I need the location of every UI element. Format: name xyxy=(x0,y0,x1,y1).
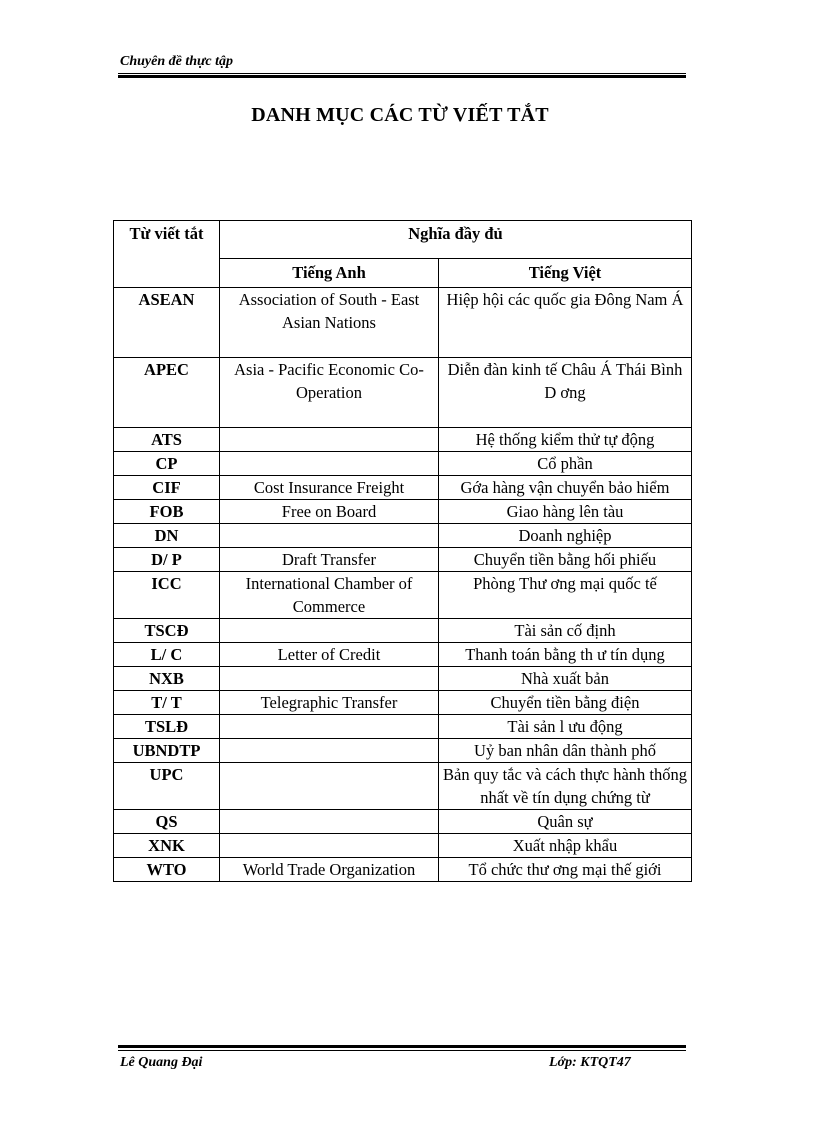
footer-rule-thin xyxy=(118,1050,686,1051)
header-rule-thick xyxy=(118,75,686,78)
table-row xyxy=(114,476,692,500)
vietnamese-cell: Xuất nhập khẩu xyxy=(439,834,692,858)
abbr-cell: NXB xyxy=(114,667,220,691)
vietnamese-cell: Giao hàng lên tàu xyxy=(439,500,692,524)
header-rule-thin xyxy=(118,73,686,74)
vietnamese-cell: Uỷ ban nhân dân thành phố xyxy=(439,739,692,763)
english-cell: Cost Insurance Freight xyxy=(220,476,439,500)
abbr-cell: D/ P xyxy=(114,548,220,572)
table-row xyxy=(114,667,692,691)
english-cell xyxy=(220,810,439,834)
vietnamese-cell: Cổ phần xyxy=(439,452,692,476)
table-row xyxy=(114,524,692,548)
footer-class: Lớp: KTQT47 xyxy=(549,1055,631,1070)
header-english: Tiếng Anh xyxy=(220,259,439,288)
table-row xyxy=(114,643,692,667)
page-header: Chuyên đề thực tập xyxy=(120,54,234,69)
table-row xyxy=(114,715,692,739)
abbr-cell: UBNDTP xyxy=(114,739,220,763)
abbr-cell: L/ C xyxy=(114,643,220,667)
footer-rule-thick xyxy=(118,1045,686,1048)
english-cell xyxy=(220,739,439,763)
english-cell: Association of South - East Asian Nations xyxy=(220,288,439,358)
vietnamese-cell: Thanh toán bằng th ư tín dụng xyxy=(439,643,692,667)
vietnamese-cell: Hệ thống kiểm thử tự động xyxy=(439,428,692,452)
table-row xyxy=(114,288,692,358)
vietnamese-cell: Quân sự xyxy=(439,810,692,834)
english-cell: Letter of Credit xyxy=(220,643,439,667)
english-cell xyxy=(220,667,439,691)
header-abbreviation: Từ viết tắt xyxy=(114,221,220,288)
abbr-cell: ASEAN xyxy=(114,288,220,358)
vietnamese-cell: Diễn đàn kinh tế Châu Á Thái Bình D ơng xyxy=(439,358,692,428)
abbr-cell: TSLĐ xyxy=(114,715,220,739)
table-row xyxy=(114,619,692,643)
abbr-cell: DN xyxy=(114,524,220,548)
abbr-cell: XNK xyxy=(114,834,220,858)
abbr-cell: T/ T xyxy=(114,691,220,715)
abbr-cell: APEC xyxy=(114,358,220,428)
table-row xyxy=(114,739,692,763)
english-cell: International Chamber of Commerce xyxy=(220,572,439,619)
abbr-cell: FOB xyxy=(114,500,220,524)
table-row xyxy=(114,763,692,810)
table-row xyxy=(114,358,692,428)
abbr-cell: CP xyxy=(114,452,220,476)
table-row xyxy=(114,548,692,572)
table-row xyxy=(114,428,692,452)
table-row xyxy=(114,572,692,619)
english-cell: Free on Board xyxy=(220,500,439,524)
vietnamese-cell: Tài sản l ưu động xyxy=(439,715,692,739)
english-cell: World Trade Organization xyxy=(220,858,439,882)
english-cell: Asia - Pacific Economic Co-Operation xyxy=(220,358,439,428)
table-row xyxy=(114,452,692,476)
vietnamese-cell: Chuyển tiền bằng hối phiếu xyxy=(439,548,692,572)
english-cell xyxy=(220,834,439,858)
vietnamese-cell: Doanh nghiệp xyxy=(439,524,692,548)
table-row xyxy=(114,500,692,524)
table-row xyxy=(114,834,692,858)
abbr-cell: WTO xyxy=(114,858,220,882)
vietnamese-cell: Tài sản cố định xyxy=(439,619,692,643)
english-cell xyxy=(220,428,439,452)
english-cell: Telegraphic Transfer xyxy=(220,691,439,715)
header-full-meaning: Nghĩa đầy đủ xyxy=(220,221,692,259)
page-title: DANH MỤC CÁC TỪ VIẾT TẮT xyxy=(251,104,549,126)
table-row xyxy=(114,858,692,882)
english-cell xyxy=(220,452,439,476)
abbr-cell: CIF xyxy=(114,476,220,500)
table-header-row xyxy=(114,221,692,259)
vietnamese-cell: Hiệp hội các quốc gia Đông Nam Á xyxy=(439,288,692,358)
vietnamese-cell: Nhà xuất bản xyxy=(439,667,692,691)
abbr-cell: ATS xyxy=(114,428,220,452)
table-row xyxy=(114,691,692,715)
abbr-cell: UPC xyxy=(114,763,220,810)
english-cell xyxy=(220,619,439,643)
abbr-cell: QS xyxy=(114,810,220,834)
english-cell xyxy=(220,524,439,548)
header-vietnamese: Tiếng Việt xyxy=(439,259,692,288)
footer-author: Lê Quang Đại xyxy=(120,1055,203,1070)
vietnamese-cell: Bản quy tắc và cách thực hành thống nhất về tín dụng chứng từ xyxy=(439,763,692,810)
vietnamese-cell: Chuyển tiền bằng điện xyxy=(439,691,692,715)
vietnamese-cell: Tổ chức thư ơng mại thế giới xyxy=(439,858,692,882)
english-cell xyxy=(220,763,439,810)
abbr-cell: ICC xyxy=(114,572,220,619)
english-cell: Draft Transfer xyxy=(220,548,439,572)
english-cell xyxy=(220,715,439,739)
vietnamese-cell: Phòng Thư ơng mại quốc tế xyxy=(439,572,692,619)
table-row xyxy=(114,810,692,834)
abbreviation-table xyxy=(113,220,692,882)
vietnamese-cell: Gớa hàng vận chuyển bảo hiểm xyxy=(439,476,692,500)
abbr-cell: TSCĐ xyxy=(114,619,220,643)
